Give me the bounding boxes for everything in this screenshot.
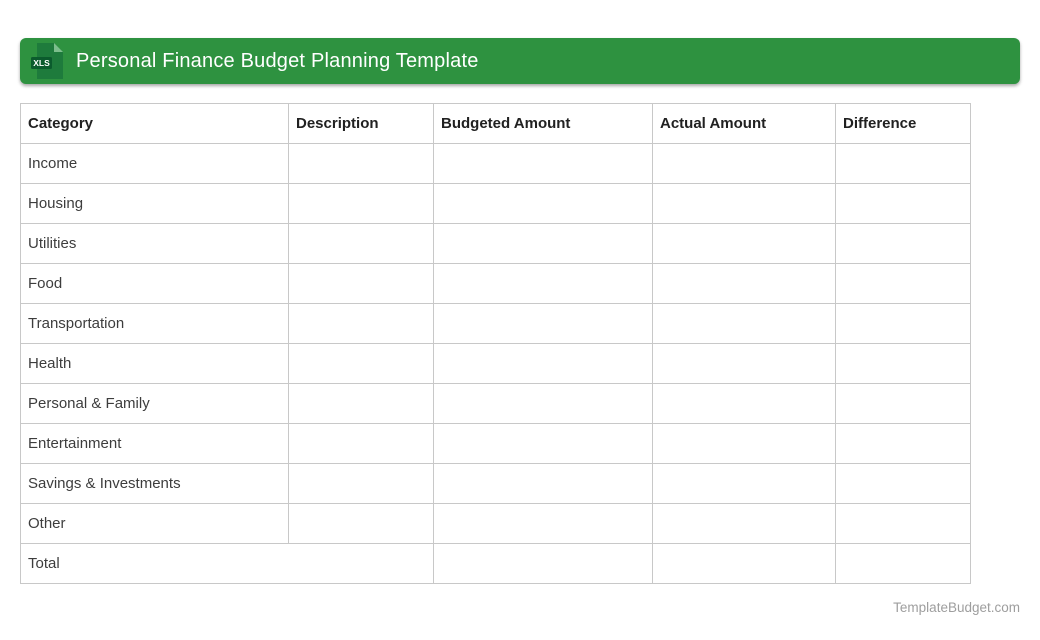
difference-cell <box>836 224 971 264</box>
category-cell: Utilities <box>21 224 289 264</box>
table-row-other <box>21 504 971 544</box>
budgeted-amount-cell <box>434 344 653 384</box>
difference-cell <box>836 144 971 184</box>
column-header-budgeted-amount: Budgeted Amount <box>434 104 653 144</box>
actual-amount-cell <box>653 184 836 224</box>
description-cell <box>289 424 434 464</box>
table-row-health <box>21 344 971 384</box>
title-banner <box>20 38 1020 84</box>
budgeted-amount-cell <box>434 504 653 544</box>
description-cell <box>289 464 434 504</box>
budgeted-amount-cell <box>434 144 653 184</box>
category-cell: Entertainment <box>21 424 289 464</box>
difference-cell <box>836 184 971 224</box>
table-row-utilities <box>21 224 971 264</box>
budgeted-amount-cell <box>434 184 653 224</box>
category-cell: Health <box>21 344 289 384</box>
description-cell <box>289 304 434 344</box>
category-cell: Other <box>21 504 289 544</box>
actual-amount-cell <box>653 424 836 464</box>
category-cell: Personal & Family <box>21 384 289 424</box>
table-row-entertainment <box>21 424 971 464</box>
actual-amount-cell <box>653 344 836 384</box>
budgeted-amount-cell <box>434 424 653 464</box>
actual-amount-cell <box>653 384 836 424</box>
description-cell <box>289 384 434 424</box>
difference-cell <box>836 504 971 544</box>
budget-table <box>20 103 971 584</box>
difference-cell <box>836 344 971 384</box>
difference-total-cell <box>836 544 971 584</box>
website-credit: TemplateBudget.com <box>893 600 1020 615</box>
category-cell: Income <box>21 144 289 184</box>
difference-cell <box>836 464 971 504</box>
actual-amount-cell <box>653 464 836 504</box>
actual-amount-cell <box>653 144 836 184</box>
difference-cell <box>836 264 971 304</box>
xls-badge-label: XLS <box>33 58 50 68</box>
xls-file-icon <box>30 42 64 80</box>
budgeted-amount-cell <box>434 224 653 264</box>
difference-cell <box>836 424 971 464</box>
page <box>0 38 1040 615</box>
page-title: Personal Finance Budget Planning Template <box>76 49 479 72</box>
actual-amount-cell <box>653 304 836 344</box>
category-cell: Savings & Investments <box>21 464 289 504</box>
table-row-food <box>21 264 971 304</box>
total-label-cell: Total <box>21 544 434 584</box>
category-cell: Food <box>21 264 289 304</box>
footer <box>20 600 1020 615</box>
description-cell <box>289 264 434 304</box>
column-header-category: Category <box>21 104 289 144</box>
description-cell <box>289 344 434 384</box>
category-cell: Transportation <box>21 304 289 344</box>
budgeted-amount-cell <box>434 384 653 424</box>
budgeted-amount-cell <box>434 264 653 304</box>
header-row <box>21 104 971 144</box>
budget-table-container <box>20 103 1020 584</box>
actual-amount-cell <box>653 264 836 304</box>
difference-cell <box>836 384 971 424</box>
difference-cell <box>836 304 971 344</box>
budgeted-amount-cell <box>434 464 653 504</box>
actual-total-cell <box>653 544 836 584</box>
description-cell <box>289 184 434 224</box>
table-row-income <box>21 144 971 184</box>
budgeted-total-cell <box>434 544 653 584</box>
actual-amount-cell <box>653 224 836 264</box>
category-cell: Housing <box>21 184 289 224</box>
actual-amount-cell <box>653 504 836 544</box>
description-cell <box>289 144 434 184</box>
description-cell <box>289 504 434 544</box>
column-header-actual-amount: Actual Amount <box>653 104 836 144</box>
budgeted-amount-cell <box>434 304 653 344</box>
column-header-difference: Difference <box>836 104 971 144</box>
description-cell <box>289 224 434 264</box>
table-row-total <box>21 544 971 584</box>
table-row-personal-family <box>21 384 971 424</box>
column-header-description: Description <box>289 104 434 144</box>
table-row-housing <box>21 184 971 224</box>
table-row-transportation <box>21 304 971 344</box>
table-row-savings-investments <box>21 464 971 504</box>
